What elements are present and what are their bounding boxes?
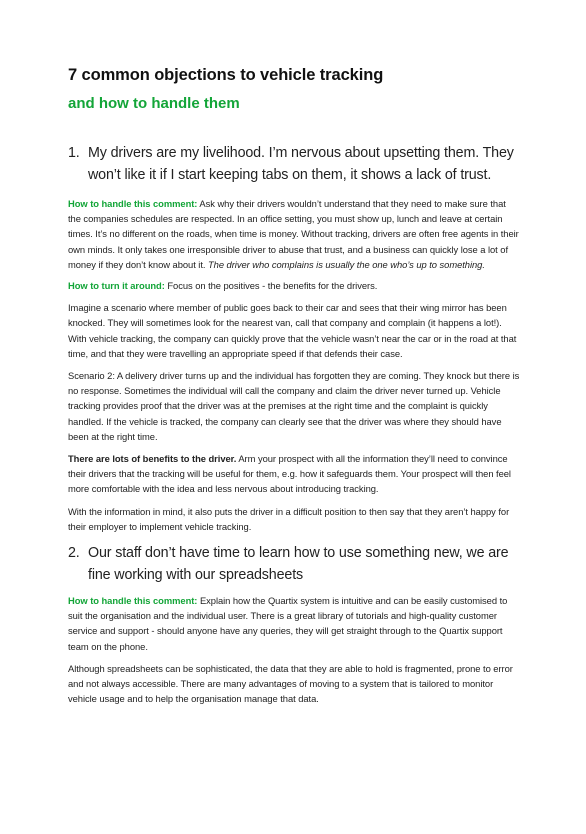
objection-2 — [68, 542, 520, 586]
handle-comment-paragraph-1 — [68, 196, 520, 272]
turn-around-paragraph — [68, 278, 520, 293]
benefits-label: There are lots of benefits to the driver. — [68, 453, 237, 465]
objection-text: My drivers are my livelihood. I’m nervous about upsetting them. They won’t like it if I start keeping tabs on them, it shows a lack of trust. — [88, 145, 514, 183]
turn-around-label: How to turn it around: — [68, 280, 165, 292]
scenario-1-paragraph: Imagine a scenario where member of public goes back to their car and sees that their wing mirror has been knocked. They will sometimes look for the nearest van, call that company and complain (it happens a lot!). With vehicle tracking, the company can quickly prove that the vehicle wasn’t near the car or in the road at that time, and that they were travelling an appropriate speed if that defends their case. — [68, 302, 517, 359]
benefits-paragraph — [68, 451, 520, 497]
document-subtitle: and how to handle them — [68, 95, 240, 112]
handle-comment-italic: The driver who complains is usually the one who’s up to something. — [208, 258, 485, 270]
objection-text: Our staff don’t have time to learn how to use something new, we are fine working with our spreadsheets — [88, 545, 509, 584]
spreadsheets-paragraph: Although spreadsheets can be sophisticated, the data that they are able to hold is fragmented, prone to error and not always accessible. There are many advantages of moving to a system that is tailored to monitor vehicle usage and to help the organisation manage that data. — [68, 662, 513, 705]
closing-paragraph: With the information in mind, it also puts the driver in a difficult position to then say that they aren’t happy for their employer to implement vehicle tracking. — [68, 505, 510, 532]
objection-number: 1. — [68, 145, 80, 161]
handle-comment-paragraph-2 — [68, 593, 520, 654]
handle-comment-label: How to handle this comment: — [68, 198, 198, 209]
handle-comment-label: How to handle this comment: — [68, 595, 198, 607]
document-page — [68, 66, 520, 706]
objection-1 — [68, 142, 520, 186]
scenario-2-paragraph: Scenario 2: A delivery driver turns up and the individual has forgotten they are coming. They knock but there is no response. Sometimes the individual will call the company and claim the driver never turned up. Vehicle tracking provides proof that the driver was at the premises at the right time and the complaint is quickly handled. If the vehicle is tracked, the company can clearly see that the driver was where they should have been at the right time. — [68, 370, 520, 442]
document-title: 7 common objections to vehicle tracking — [68, 66, 384, 84]
benefits-text: Arm your prospect with all the information they’ll need to convince their drivers that the tracking will be useful for them, e.g. how it safeguards them. Your prospect will then feel more comfortable with the idea and less nervous about introducing tracking. — [68, 453, 511, 495]
handle-comment-text: Explain how the Quartix system is intuitive and can be easily customised to suit the organisation and the individual user. There is a great library of tutorials and high-quality customer service and support - should anyone have any queries, they will get straight through to the Quartix support team on the phone. — [68, 595, 508, 652]
turn-around-text: Focus on the positives - the benefits for the drivers. — [164, 280, 378, 292]
objection-number: 2. — [68, 545, 80, 562]
handle-comment-text: Ask why their drivers wouldn’t understand that they need to make sure that the companies schedules are respected. In an office setting, you must show up, lunch and leave at certain times. It’s no different on the roads, when time is money. Without tracking, drivers are often free agents in their own minds. It only takes one irresponsible driver to abuse that trust, and a business can quickly lose a lot of money if they don’t know about it. — [68, 198, 519, 270]
